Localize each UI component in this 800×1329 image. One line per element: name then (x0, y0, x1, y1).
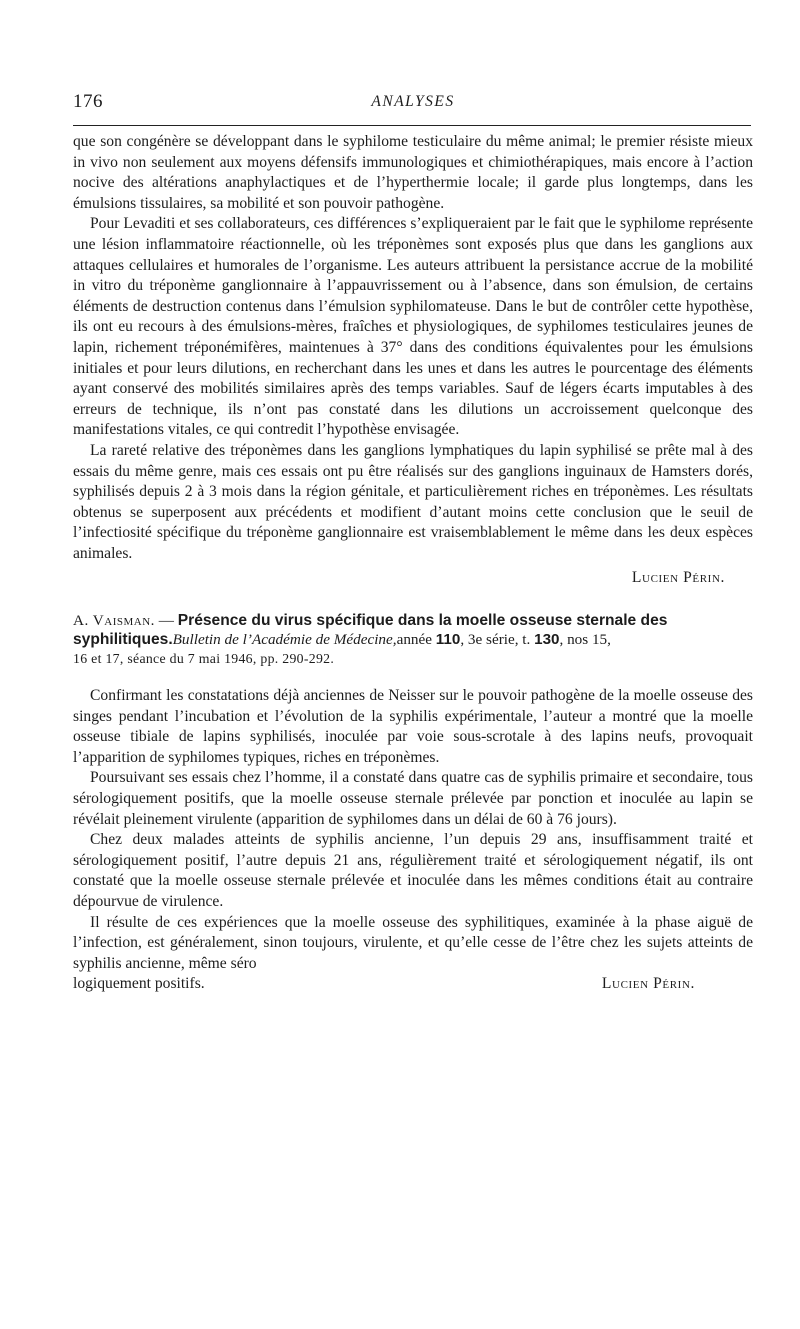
citation-issue: , nos 15, (559, 631, 611, 649)
article-citation (73, 611, 753, 668)
citation-volume: 130 (534, 631, 560, 649)
paragraph-end: logiquement positifs. (73, 975, 205, 993)
paragraph: Poursuivant ses essais chez l’homme, il a constaté dans quatre cas de syphilis primaire et secondaire, tous sérologiquement positifs, que la moelle osseuse sternale prélevée par ponction et inoculée au lapin se révélait pleinement virulente (apparition de syphilomes dans un délai de 60 à 76 jours). (73, 769, 753, 828)
citation-dash: — (154, 612, 178, 630)
citation-title: Présence du virus spécifique dans la moelle osseuse sternale des syphilitiques. (73, 612, 668, 649)
page-header (73, 91, 753, 117)
citation-author: A. Vaisman. (73, 612, 155, 630)
paragraph: que son congénère se développant dans le syphilome testiculaire du même animal; le premier résiste mieux in vivo non seulement aux moyens défensifs immunologiques et chimiothérapiques, mais encore à l’action nocive des altérations anaphylactiques et de l’hyperthermie locale; il garde plus longtemps, dans les émulsions tissulaires, sa mobilité et son pouvoir pathogène. (73, 133, 753, 212)
paragraph: Confirmant les constatations déjà anciennes de Neisser sur le pouvoir pathogène de la moelle osseuse des singes pendant l’incubation et l’évolution de la syphilis expérimentale, l’auteur a montré que la moelle osseuse tibiale de lapins syphilisés, inoculée par voie sous-scrotale à des lapins neufs, provoquait l’apparition de syphilomes typiques, riches en tréponèmes. (73, 687, 753, 766)
paragraph: La rareté relative des tréponèmes dans les ganglions lymphatiques du lapin syphilisé se prête mal à des essais du même genre, mais ces essais ont pu être réalisés sur des ganglions inguinaux de Hamsters dorés, syphilisés depuis 2 à 3 mois dans la région génitale, et particulièrement riches en tréponèmes. Les résultats obtenus se superposent aux précédents et modifient d’autant moins cette conclusion que le seuil de l’infectiosité spécifique du tréponème ganglionnaire est vraisemblablement le même dans les deux espèces animales. (73, 441, 753, 562)
abstract (73, 686, 753, 995)
page-body (73, 132, 753, 995)
paragraph: Pour Levaditi et ses collaborateurs, ces différences s’expliqueraient par le fait que le syphilome représente une lésion inflammatoire réactionnelle, où les tréponèmes sont exposés plus que dans les ganglions aux attaques cellulaires et humorales de l’organisme. Les auteurs attribuent la persistance accrue de la mobilité in vitro du tréponème ganglionnaire à l’appauvrissement ou à l’absence, dans son émulsion, de certains éléments de destruction contenus dans l’émulsion syphilomateuse. Dans le but de contrôler cette hypothèse, ils ont eu recours à des émulsions-mères, fraîches et physiologiques, de syphilomes testiculaires jeunes de lapin, richement tréponémifères, maintenues à 37° dans des conditions équivalentes pour les émulsions initiales et pour leurs dilutions, en recherchant dans les unes et dans les autres le pourcentage des éléments ayant conservé des mobilités similaires après des temps variables. Sauf de légers écarts imputables à des erreurs de technique, ils n’ont pas constaté dans les dilutions un accroissement quelconque des manifestations vitales, ce qui contredit l’hypothèse envisagée. (73, 215, 753, 439)
paragraph: Chez deux malades atteints de syphilis ancienne, l’un depuis 29 ans, insuffisamment traité et sérologiquement positif, l’autre depuis 21 ans, régulièrement traité et sérologiquement négatif, ils ont constaté que la moelle osseuse sternale prélevée et inoculée dans les mêmes conditions était au contraire dépourvue de virulence. (73, 831, 753, 910)
citation-annee: année (396, 631, 436, 649)
header-rule (73, 125, 751, 126)
review-levaditi-continued (73, 132, 753, 589)
reviewer-signature: Lucien Périn. (631, 569, 725, 587)
citation-details: 16 et 17, séance du 7 mai 1946, pp. 290-292. (73, 651, 335, 667)
paragraph: Il résulte de ces expériences que la moelle osseuse des syphilitiques, examinée à la phase aiguë de l’infection, est généralement, sinon toujours, virulente, et qu’elle cesse de l’être chez les sujets atteints de syphilis ancienne, même séro (73, 913, 753, 972)
citation-journal: Bulletin de l’Académie de Médecine, (172, 631, 397, 649)
closing-line (73, 974, 753, 995)
reviewer-signature: Lucien Périn. (601, 975, 695, 993)
running-head: ANALYSES (371, 93, 455, 110)
citation-serie: , 3e série, t. (460, 631, 535, 649)
page-number: 176 (73, 91, 103, 112)
review-vaisman (73, 611, 753, 995)
citation-year-number: 110 (435, 631, 461, 649)
